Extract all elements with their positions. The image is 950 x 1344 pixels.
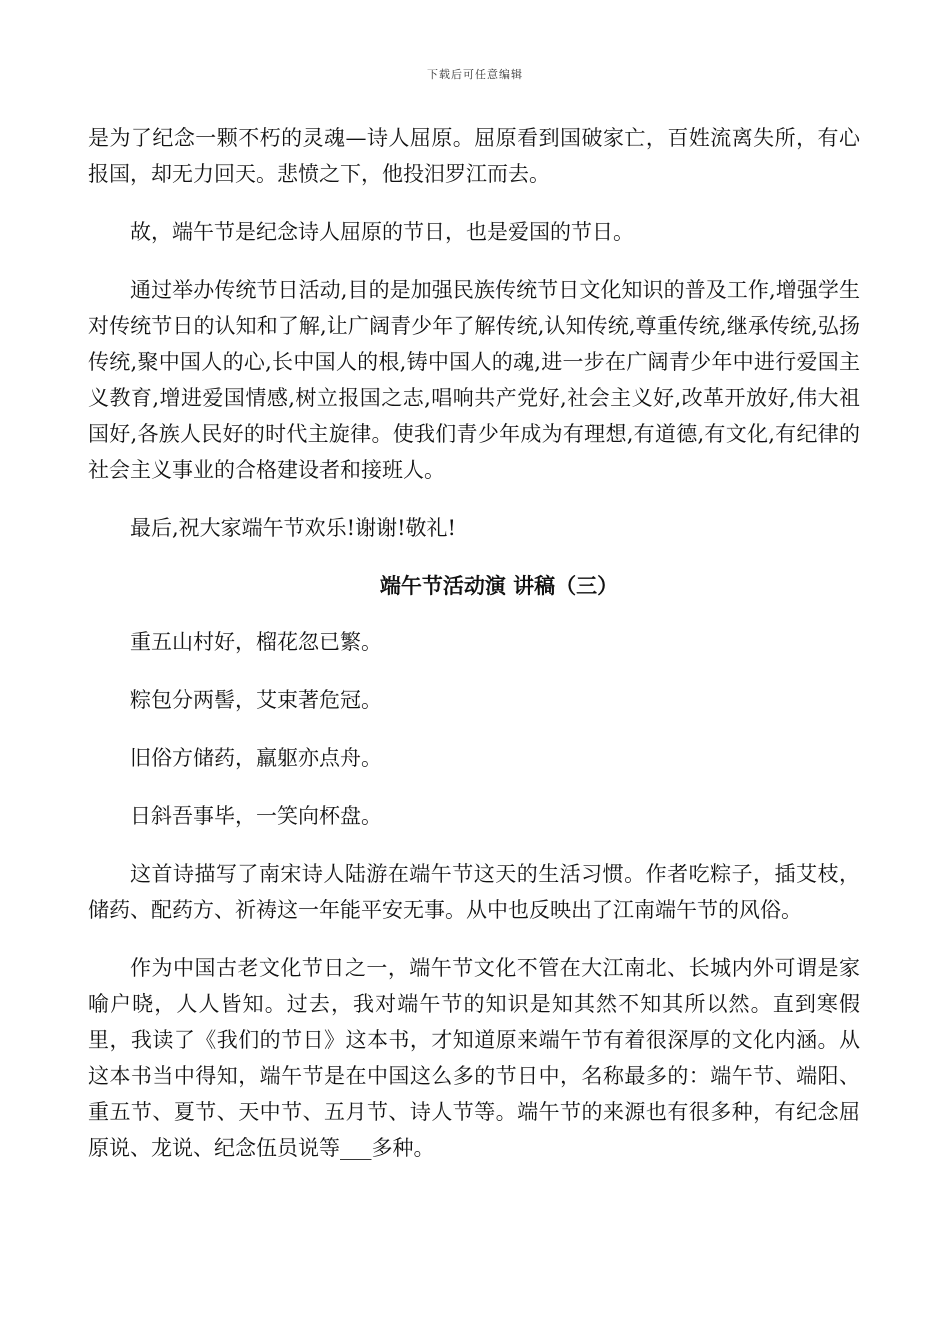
paragraph-festival-culture: 作为中国古老文化节日之一，端午节文化不管在大江南北、长城内外可谓是家喻户晓，人人皆知。过去，我对端午节的知识是知其然不知其所以然。直到寒假里，我读了《我们的节日》这本书，才知道原来端午节有着很深厚的文化内涵。从这本书当中得知，端午节是在中国这么多的节日中，名称最多的：端午节、端阳、重五节、夏节、天中节、五月节、诗人节等。端午节的来源也有很多种，有纪念屈原说、龙说、纪念伍员说等___多种。 [88,956,860,1160]
paragraph-purpose: 通过举办传统节日活动,目的是加强民族传统节日文化知识的普及工作,增强学生对传统节日的认知和了解,让广阔青少年了解传统,认知传统,尊重传统,继承传统,弘扬传统,聚中国人的心,长中国人的根,铸中国人的魂,进一步在广阔青少年中进行爱国主义教育,增进爱国情感,树立报国之志,唱响共产党好,社会主义好,改革开放好,伟大祖国好,各族人民好的时代主旋律。使我们青少年成为有理想,有道德,有文化,有纪律的社会主义事业的合格建设者和接班人。 [88,278,860,482]
paragraph-closing: 最后,祝大家端午节欢乐!谢谢!敬礼! [130,516,456,540]
paragraph-continuation: 是为了纪念一颗不朽的灵魂—诗人屈原。屈原看到国破家亡，百姓流离失所，有心报国，却无力回天。悲愤之下，他投汨罗江而去。 [88,126,860,186]
document-body [88,120,860,1188]
poem-line: 旧俗方储药，羸躯亦点舟。 [130,746,382,770]
paragraph-conclusion: 故，端午节是纪念诗人屈原的节日，也是爱国的节日。 [130,220,634,244]
paragraph-poem-explanation: 这首诗描写了南宋诗人陆游在端午节这天的生活习惯。作者吃粽子，插艾枝，储药、配药方、祈祷这一年能平安无事。从中也反映出了江南端午节的风俗。 [88,862,860,922]
poem-line: 日斜吾事毕，一笑向杯盘。 [130,804,382,828]
poem-line: 重五山村好，榴花忽已繁。 [130,630,382,654]
section-title: 端午节活动演 讲稿（三） [379,574,619,598]
page-header: 下载后可任意编辑 [427,68,523,81]
poem-line: 粽包分两髻，艾束著危冠。 [130,688,382,712]
